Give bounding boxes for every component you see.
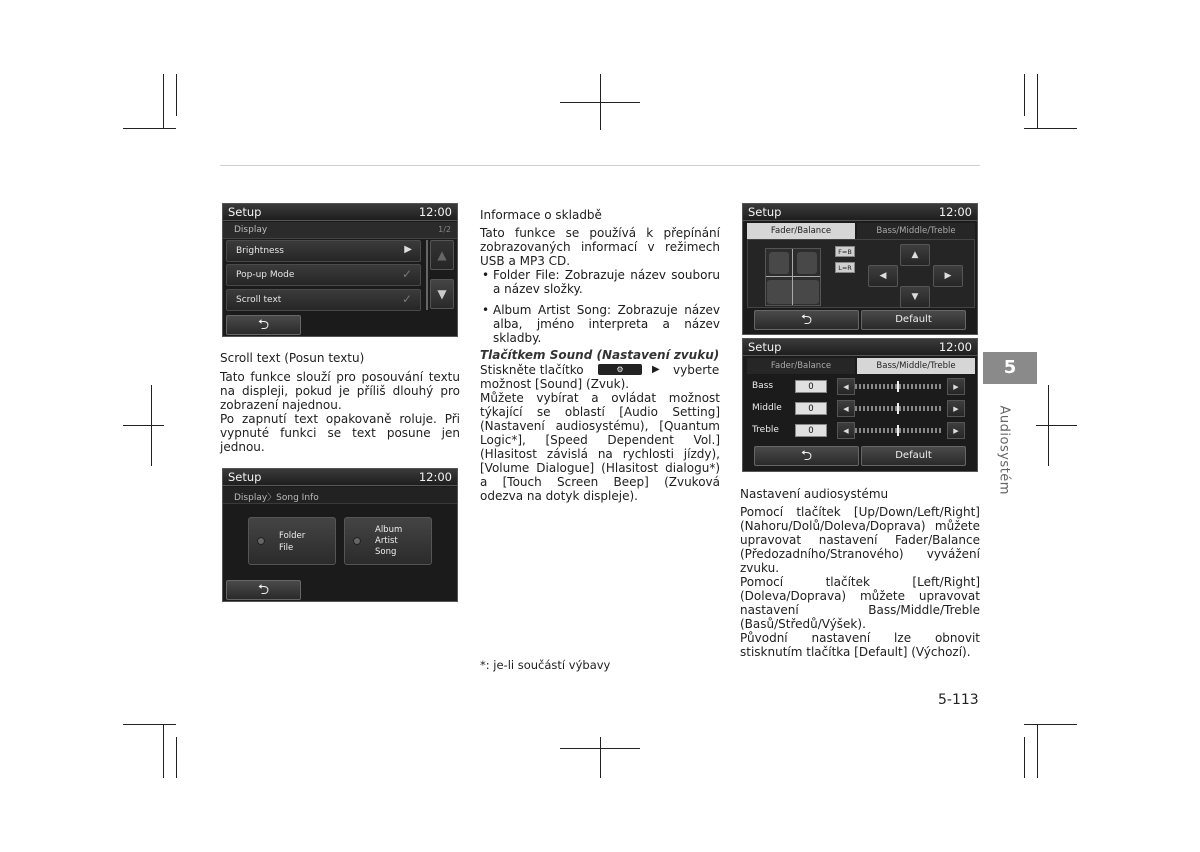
screen-title: Setup <box>748 340 782 354</box>
crop-mark <box>151 385 152 466</box>
left-button[interactable]: ◀ <box>868 265 898 287</box>
slider-knob[interactable] <box>897 425 899 436</box>
tab-fader-balance[interactable]: Fader/Balance <box>747 223 855 239</box>
screen-title-bar <box>743 339 977 356</box>
middle-increase-button[interactable]: ▶ <box>947 400 965 417</box>
back-button[interactable]: ⮌ <box>226 580 301 600</box>
middle-value: 0 <box>795 402 827 415</box>
crop-mark <box>1037 724 1038 778</box>
sound-paragraph: Můžete vybírat a ovládat možnost týkající se oblastí [Audio Setting] (Nastavení audiosystému), [Quantum Logic*], [Speed Dependent Vol.] (Hlasitost závislá na rychlosti jízdy), [Volume Dialogue] (Hlasitost dialogu*) a [Touch Screen Beep] (Zvuková odezva na dotyk displeje). <box>480 391 720 503</box>
page-indicator: 1/2 <box>438 225 451 234</box>
menu-row-popup-mode[interactable] <box>226 264 421 286</box>
folder-file-option[interactable] <box>248 517 336 565</box>
screen-title-bar <box>743 204 977 221</box>
seat-icon <box>767 280 819 304</box>
crop-mark <box>123 128 176 129</box>
back-button[interactable]: ⮌ <box>754 310 859 330</box>
screen-clock: 12:00 <box>418 470 452 484</box>
chapter-number-tab: 5 <box>983 352 1037 384</box>
screen-subheader <box>223 222 457 239</box>
bullet-dot: • <box>482 303 490 317</box>
bullet-text: Album Artist Song: Zobrazuje název alba, jméno interpreta a název skladby. <box>493 303 720 345</box>
seat-icon <box>769 252 789 274</box>
crop-mark <box>123 724 176 725</box>
menu-row-scroll-text[interactable] <box>226 289 421 311</box>
default-button[interactable]: Default <box>861 446 966 466</box>
tab-bass-middle-treble[interactable]: Bass/Middle/Treble <box>857 223 975 239</box>
song-info-heading: Informace o skladbě <box>480 208 602 222</box>
subheader-label: Display〉Song Info <box>234 493 319 503</box>
display-setup-screen <box>222 203 458 337</box>
sound-after-text: vyberte <box>673 363 720 377</box>
screen-clock: 12:00 <box>938 205 972 219</box>
setup-key-icon: ⚙ <box>598 364 642 375</box>
option-label-line: Folder <box>279 531 306 541</box>
audio-settings-paragraph-2: Pomocí tlačítek [Left/Right] (Doleva/Doprava) můžete upravovat nastavení Bass/Middle/Treble (Basů/Středů/Výšek). <box>740 575 980 631</box>
screen-title: Setup <box>228 470 262 484</box>
crop-mark <box>1024 128 1077 129</box>
screen-title-bar <box>223 469 457 486</box>
fader-balance-screen <box>742 203 978 335</box>
crop-mark <box>1024 724 1077 725</box>
screen-title-bar <box>223 204 457 221</box>
screen-title: Setup <box>748 205 782 219</box>
down-button[interactable]: ▼ <box>900 286 930 308</box>
screen-subheader <box>223 487 457 504</box>
subheader-label: Display <box>234 225 268 235</box>
scroll-text-heading: Scroll text (Posun textu) <box>220 351 365 365</box>
audio-settings-paragraph-1: Pomocí tlačítek [Up/Down/Left/Right] (Nahoru/Dolů/Doleva/Doprava) můžete upravovat nastavení Fader/Balance (Předozadního/Stranového) vyvážení zvuku. <box>740 505 980 575</box>
crop-mark <box>1024 737 1025 778</box>
back-button[interactable]: ⮌ <box>226 315 301 335</box>
radio-indicator-icon <box>353 537 361 545</box>
crop-mark <box>123 425 164 426</box>
crop-mark <box>176 74 177 116</box>
middle-slider[interactable] <box>855 406 941 411</box>
slider-knob[interactable] <box>897 381 899 392</box>
bullet-text: Folder File: Zobrazuje název souboru a název složky. <box>493 268 720 296</box>
menu-row-label: Pop-up Mode <box>236 270 295 280</box>
default-button[interactable]: Default <box>861 310 966 330</box>
sound-rest-text: možnost [Sound] (Zvuk). <box>480 377 630 391</box>
tab-bass-middle-treble[interactable]: Bass/Middle/Treble <box>857 358 975 374</box>
option-label-line: Song <box>375 547 397 557</box>
up-button[interactable]: ▲ <box>900 244 930 266</box>
sound-arrow-icon: ▶ <box>652 364 660 375</box>
eq-label-middle: Middle <box>752 403 782 413</box>
bass-decrease-button[interactable]: ◀ <box>837 378 855 395</box>
crop-mark <box>163 74 164 128</box>
bullet-dot: • <box>482 268 490 282</box>
middle-decrease-button[interactable]: ◀ <box>837 400 855 417</box>
menu-row-brightness[interactable] <box>226 240 421 262</box>
tab-fader-balance[interactable]: Fader/Balance <box>747 358 855 374</box>
crop-mark <box>1024 74 1025 116</box>
option-label-line: Album <box>375 525 403 535</box>
page-number: 5-113 <box>938 692 979 708</box>
slider-knob[interactable] <box>897 403 899 414</box>
right-button[interactable]: ▶ <box>933 265 963 287</box>
audio-settings-paragraph-3: Původní nastavení lze obnovit stisknutím tlačítka [Default] (Výchozí). <box>740 631 980 659</box>
check-icon: ✓ <box>401 292 412 306</box>
song-info-screen <box>222 468 458 602</box>
menu-row-label: Scroll text <box>236 295 282 305</box>
header-rule <box>220 165 980 166</box>
treble-decrease-button[interactable]: ◀ <box>837 422 855 439</box>
treble-slider[interactable] <box>855 428 941 433</box>
chapter-side-label: Audiosystém <box>996 405 1012 495</box>
crop-mark <box>600 74 601 130</box>
scroll-text-paragraph-2: Po zapnutí text opakovaně roluje. Při vypnuté funkci se text posune jen jednou. <box>220 412 460 454</box>
check-icon: ✓ <box>401 267 412 281</box>
bass-value: 0 <box>795 380 827 393</box>
scroll-down-button[interactable]: ▼ <box>430 279 454 309</box>
seat-icon <box>797 252 817 274</box>
menu-row-label: Brightness <box>236 246 284 256</box>
album-artist-song-option[interactable] <box>344 517 432 565</box>
screen-clock: 12:00 <box>938 340 972 354</box>
option-label-line: File <box>279 543 294 553</box>
sound-lead-text: Stiskněte tlačítko <box>480 363 584 377</box>
eq-label-treble: Treble <box>752 425 779 435</box>
treble-value: 0 <box>795 424 827 437</box>
audio-settings-heading: Nastavení audiosystému <box>740 487 889 501</box>
bass-middle-treble-screen <box>742 338 978 472</box>
radio-indicator-icon <box>257 537 265 545</box>
eq-label-bass: Bass <box>752 381 774 391</box>
crop-mark <box>176 737 177 778</box>
left-right-chip: L=R <box>835 262 855 273</box>
crop-mark <box>600 737 601 778</box>
crop-mark <box>163 724 164 778</box>
treble-increase-button[interactable]: ▶ <box>947 422 965 439</box>
screen-clock: 12:00 <box>418 205 452 219</box>
seat-diagram[interactable] <box>765 248 821 306</box>
sound-heading: Tlačítkem Sound (Nastavení zvuku) <box>480 348 720 362</box>
back-button[interactable]: ⮌ <box>754 446 859 466</box>
chevron-right-icon: ▶ <box>404 244 412 255</box>
fader-crosshair <box>766 276 820 277</box>
bass-slider[interactable] <box>855 384 941 389</box>
song-info-paragraph: Tato funkce se používá k přepínání zobrazovaných informací v režimech USB a MP3 CD. <box>480 226 720 268</box>
scroll-text-paragraph: Tato funkce slouží pro posouvání textu na displeji, pokud je příliš dlouhý pro zobrazení najednou. <box>220 370 460 412</box>
bass-increase-button[interactable]: ▶ <box>947 378 965 395</box>
option-label-line: Artist <box>375 536 398 546</box>
screen-title: Setup <box>228 205 262 219</box>
crop-mark <box>1048 385 1049 466</box>
crop-mark <box>1037 74 1038 128</box>
scrollbar-track[interactable] <box>426 240 428 310</box>
footnote: *: je-li součástí výbavy <box>480 658 611 672</box>
front-back-chip: F=B <box>835 246 855 257</box>
scroll-up-button[interactable]: ▲ <box>430 240 454 270</box>
crop-mark <box>1036 425 1077 426</box>
balance-crosshair <box>792 249 793 305</box>
